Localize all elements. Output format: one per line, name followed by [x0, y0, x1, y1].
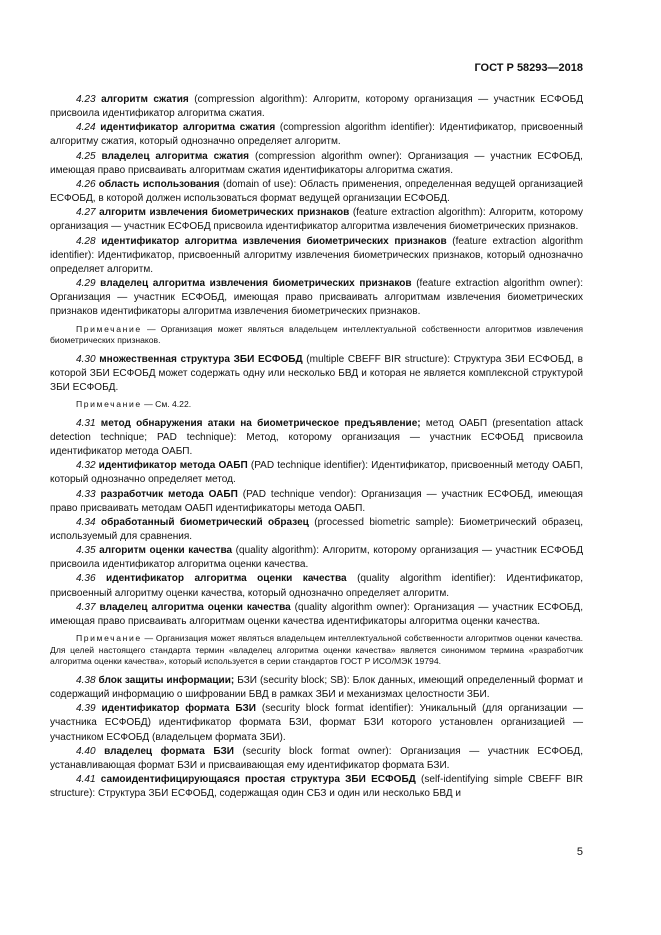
term-name: идентификатор алгоритма извлечения биометрических признаков [101, 235, 447, 247]
term-number: 4.29 [76, 278, 96, 290]
term-entry [50, 235, 583, 277]
term-definition: (feature extraction algorithm owner): Организация — участник ЕСФОБД, имеющая право присваивать алгоритмам извлечения биометрических признаков идентификаторы алгоритма извлечения биометрических признаков. [50, 278, 583, 318]
term-number: 4.23 [76, 94, 96, 105]
term-name: владелец алгоритма сжатия [101, 150, 250, 162]
standard-header: ГОСТ Р 58293—2018 [474, 62, 583, 74]
term-entry [50, 516, 583, 544]
term-definition: (self-identifying simple CBEFF BIR structure): Структура ЗБИ ЕСФОБД, содержащая один СБЗ и один или несколько БВД и [50, 773, 583, 800]
term-number: 4.28 [76, 235, 96, 247]
term-entry [50, 121, 583, 149]
term-number: 4.26 [76, 178, 96, 190]
term-name: область использования [98, 178, 220, 190]
term-name: идентификатор алгоритма сжатия [100, 122, 276, 134]
term-number: 4.35 [76, 545, 96, 557]
term-definition: (PAD technique vendor): Организация — участник ЕСФОБД, имеющая право присваивать методам ОАБП идентификаторы метода ОАБП. [50, 488, 583, 514]
term-definition: (compression algorithm identifier): Идентификатор, присвоенный алгоритму сжатия, который однозначно определяет алгоритм. [50, 122, 583, 148]
term-number: 4.24 [76, 122, 96, 134]
term-entry [50, 150, 583, 178]
term-entry [50, 773, 583, 801]
note-text: — Организация может являться владельцем интеллектуальной собственности алгоритмов извлечения биометрических признаков. [50, 323, 583, 346]
term-name: владелец формата БЗИ [104, 745, 234, 757]
term-name: алгоритм сжатия [101, 94, 189, 105]
term-definition: (quality algorithm): Алгоритм, которому организация — участник ЕСФОБД присвоила идентификатор алгоритма оценки качества. [50, 545, 583, 571]
term-definition: (domain of use): Область применения, определенная ведущей организацией ЕСФОБД, в которой должен использоваться формат ведущей организации ЕСФОБД. [50, 178, 584, 205]
term-number: 4.32 [76, 460, 96, 472]
term-number: 4.40 [76, 745, 96, 757]
term-definition: метод ОАБП (presentation attack detection technique; PAD technique): Метод, которому организация — участник ЕСФОБД присвоила идентификатор метода ОАБП. [50, 417, 583, 458]
term-number: 4.25 [76, 150, 96, 162]
term-entry [50, 459, 583, 487]
term-number: 4.33 [76, 488, 96, 500]
term-entry [50, 93, 583, 121]
term-definition: (feature extraction algorithm): Алгоритм, которому организация — участник ЕСФОБД присвоила идентификатор алгоритма извлечения биометрических признаков. [50, 207, 583, 233]
term-name: обработанный биометрический образец [100, 516, 309, 528]
term-number: 4.31 [76, 417, 96, 429]
term-entry [50, 601, 583, 629]
term-definition: БЗИ (security block; SB): Блок данных, имеющий определенный формат и содержащий информацию о шифровании БВД в рамках ЗБИ и механизмах целостности ЗБИ. [50, 674, 583, 701]
term-entry [50, 178, 583, 206]
term-entry [50, 572, 583, 600]
term-name: владелец алгоритма извлечения биометрических признаков [100, 278, 412, 290]
term-number: 4.30 [76, 353, 96, 365]
note-text: — Организация может являться владельцем интеллектуальной собственности алгоритмов оценки качества. Для целей настоящего стандарта термин «владелец алгоритма оценки качества» является синонимом термина «разработчик алгоритма оценки качества», который используется в серии стандартов ГОСТ Р ИСО/МЭК 19794. [50, 633, 583, 667]
term-number: 4.37 [76, 601, 96, 613]
term-name: идентификатор формата БЗИ [101, 703, 257, 715]
note [50, 399, 583, 411]
term-definition: (compression algorithm owner): Организация — участник ЕСФОБД, имеющая право присваивать алгоритмам сжатия идентификаторы алгоритма сжатия. [50, 150, 583, 176]
term-entry [50, 277, 583, 319]
page-number: 5 [576, 846, 583, 858]
term-definition: (multiple CBEFF BIR structure): Структура ЗБИ ЕСФОБД, в которой ЗБИ ЕСФОБД может содержать одну или несколько БВД и которая не является комплексной структурой ЗБИ ЕСФОБД. [50, 353, 583, 393]
term-name: идентификатор алгоритма оценки качества [106, 573, 347, 585]
term-entry [50, 206, 583, 234]
term-entry [50, 544, 583, 572]
term-name: разработчик метода ОАБП [100, 488, 238, 500]
term-definition: (compression algorithm): Алгоритм, которому организация — участник ЕСФОБД присвоила идентификатор алгоритма сжатия. [50, 94, 583, 120]
term-name: идентификатор метода ОАБП [98, 460, 248, 472]
term-number: 4.41 [76, 773, 96, 785]
term-definition: (feature extraction algorithm identifier): Идентификатор, присвоенный алгоритму извлечения биометрических признаков, который однозначно определяет алгоритм. [50, 235, 583, 275]
term-entry [50, 488, 583, 516]
note [50, 324, 583, 347]
term-name: метод обнаружения атаки на биометрическое предъявление; [100, 417, 421, 429]
note-label: Примечание [76, 323, 142, 334]
term-entry [50, 745, 583, 773]
term-name: владелец алгоритма оценки качества [99, 601, 291, 613]
term-number: 4.27 [76, 207, 96, 219]
term-definition: (security block format identifier): Уникальный (для организации — участника ЕСФОБД) идентификатор формата БЗИ, формат БЗИ которого установлен организацией — участником ЕСФОБД (владельцем формата ЗБИ). [50, 703, 584, 743]
term-entry [50, 417, 583, 459]
term-number: 4.39 [76, 703, 96, 715]
term-definition: (quality algorithm owner): Организация — участник ЕСФОБД, имеющая право присваивать алгоритмам оценки качества идентификаторы алгоритма оценки качества. [50, 601, 583, 627]
terms-content [50, 93, 583, 801]
term-definition: (security block format owner): Организация — участник ЕСФОБД, устанавливающая формат БЗИ и присваивающая ему идентификатор формата БЗИ. [50, 745, 583, 771]
term-name: алгоритм оценки качества [99, 545, 233, 557]
term-entry [50, 353, 583, 395]
term-number: 4.36 [76, 573, 96, 585]
term-name: множественная структура ЗБИ ЕСФОБД [99, 353, 303, 365]
term-name: самоидентифицирующаяся простая структура ЗБИ ЕСФОБД [100, 773, 416, 785]
term-definition: (quality algorithm identifier): Идентификатор, присвоенный алгоритму оценки качества, который однозначно определяет алгоритм. [50, 573, 584, 599]
term-entry [50, 674, 583, 702]
note-text: — См. 4.22. [141, 399, 192, 410]
term-name: алгоритм извлечения биометрических признаков [99, 207, 350, 219]
term-number: 4.34 [76, 516, 96, 528]
term-definition: (PAD technique identifier): Идентификатор, присвоенный методу ОАБП, который однозначно определяет метод. [50, 460, 583, 486]
term-definition: (processed biometric sample): Биометрический образец, используемый для сравнения. [50, 516, 583, 542]
term-entry [50, 702, 583, 744]
note [50, 633, 583, 668]
note-label: Примечание [76, 633, 142, 644]
note-label: Примечание [76, 399, 142, 410]
term-number: 4.38 [76, 674, 96, 686]
term-name: блок защиты информации; [98, 674, 235, 686]
